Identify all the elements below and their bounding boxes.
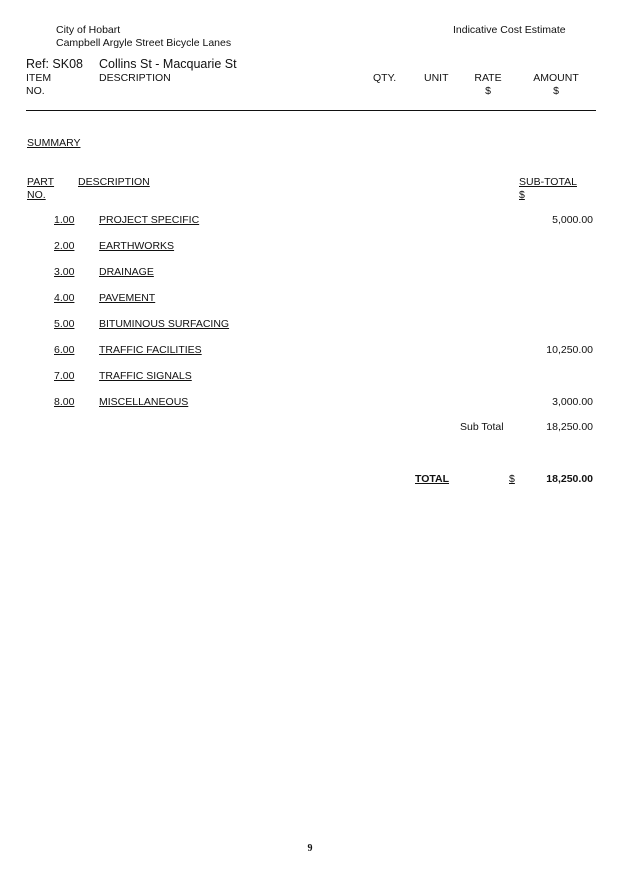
part-number: 6.00 (54, 344, 75, 356)
column-rate: RATE (474, 72, 502, 84)
total-value: 18,250.00 (546, 473, 593, 485)
reference-code: Ref: SK08 (26, 57, 83, 71)
summary-column-part: PART (27, 176, 55, 188)
part-description: TRAFFIC SIGNALS (99, 370, 192, 382)
part-number: 8.00 (54, 396, 75, 408)
part-description: DRAINAGE (99, 266, 154, 278)
part-description: BITUMINOUS SURFACING (99, 318, 230, 330)
part-number: 1.00 (54, 214, 75, 226)
part-amount: 10,250.00 (546, 344, 593, 356)
page-number: 9 (307, 843, 313, 854)
summary-column-part-no: NO. (27, 189, 46, 201)
total-currency: $ (509, 473, 515, 485)
part-description: TRAFFIC FACILITIES (99, 344, 202, 356)
part-amount: 3,000.00 (552, 396, 593, 408)
summary-column-description: DESCRIPTION (78, 176, 150, 188)
part-number: 7.00 (54, 370, 75, 382)
part-number: 5.00 (54, 318, 75, 330)
column-item: ITEM (26, 72, 52, 84)
column-amount-unit: $ (553, 85, 559, 97)
column-description: DESCRIPTION (99, 72, 171, 84)
project-name: Campbell Argyle Street Bicycle Lanes (56, 37, 232, 49)
column-rate-unit: $ (485, 85, 491, 97)
part-description: MISCELLANEOUS (99, 396, 189, 408)
column-amount: AMOUNT (533, 72, 579, 84)
summary-column-subtotal-unit: $ (519, 189, 525, 201)
column-unit: UNIT (424, 72, 449, 84)
column-qty: QTY. (373, 72, 397, 84)
total-label: TOTAL (415, 473, 450, 485)
location-title: Collins St - Macquarie St (99, 57, 237, 71)
summary-column-subtotal: SUB-TOTAL (519, 176, 577, 188)
summary-heading: SUMMARY (27, 137, 81, 149)
part-amount: 5,000.00 (552, 214, 593, 226)
part-description: EARTHWORKS (99, 240, 175, 252)
org-name: City of Hobart (56, 24, 121, 36)
subtotal-value: 18,250.00 (546, 421, 593, 433)
part-description: PAVEMENT (99, 292, 156, 304)
column-item-no: NO. (26, 85, 45, 97)
header-divider (26, 110, 596, 111)
part-number: 4.00 (54, 292, 75, 304)
document-type: Indicative Cost Estimate (453, 24, 566, 36)
subtotal-label: Sub Total (460, 421, 504, 433)
part-description: PROJECT SPECIFIC (99, 214, 200, 226)
part-number: 2.00 (54, 240, 75, 252)
part-number: 3.00 (54, 266, 75, 278)
